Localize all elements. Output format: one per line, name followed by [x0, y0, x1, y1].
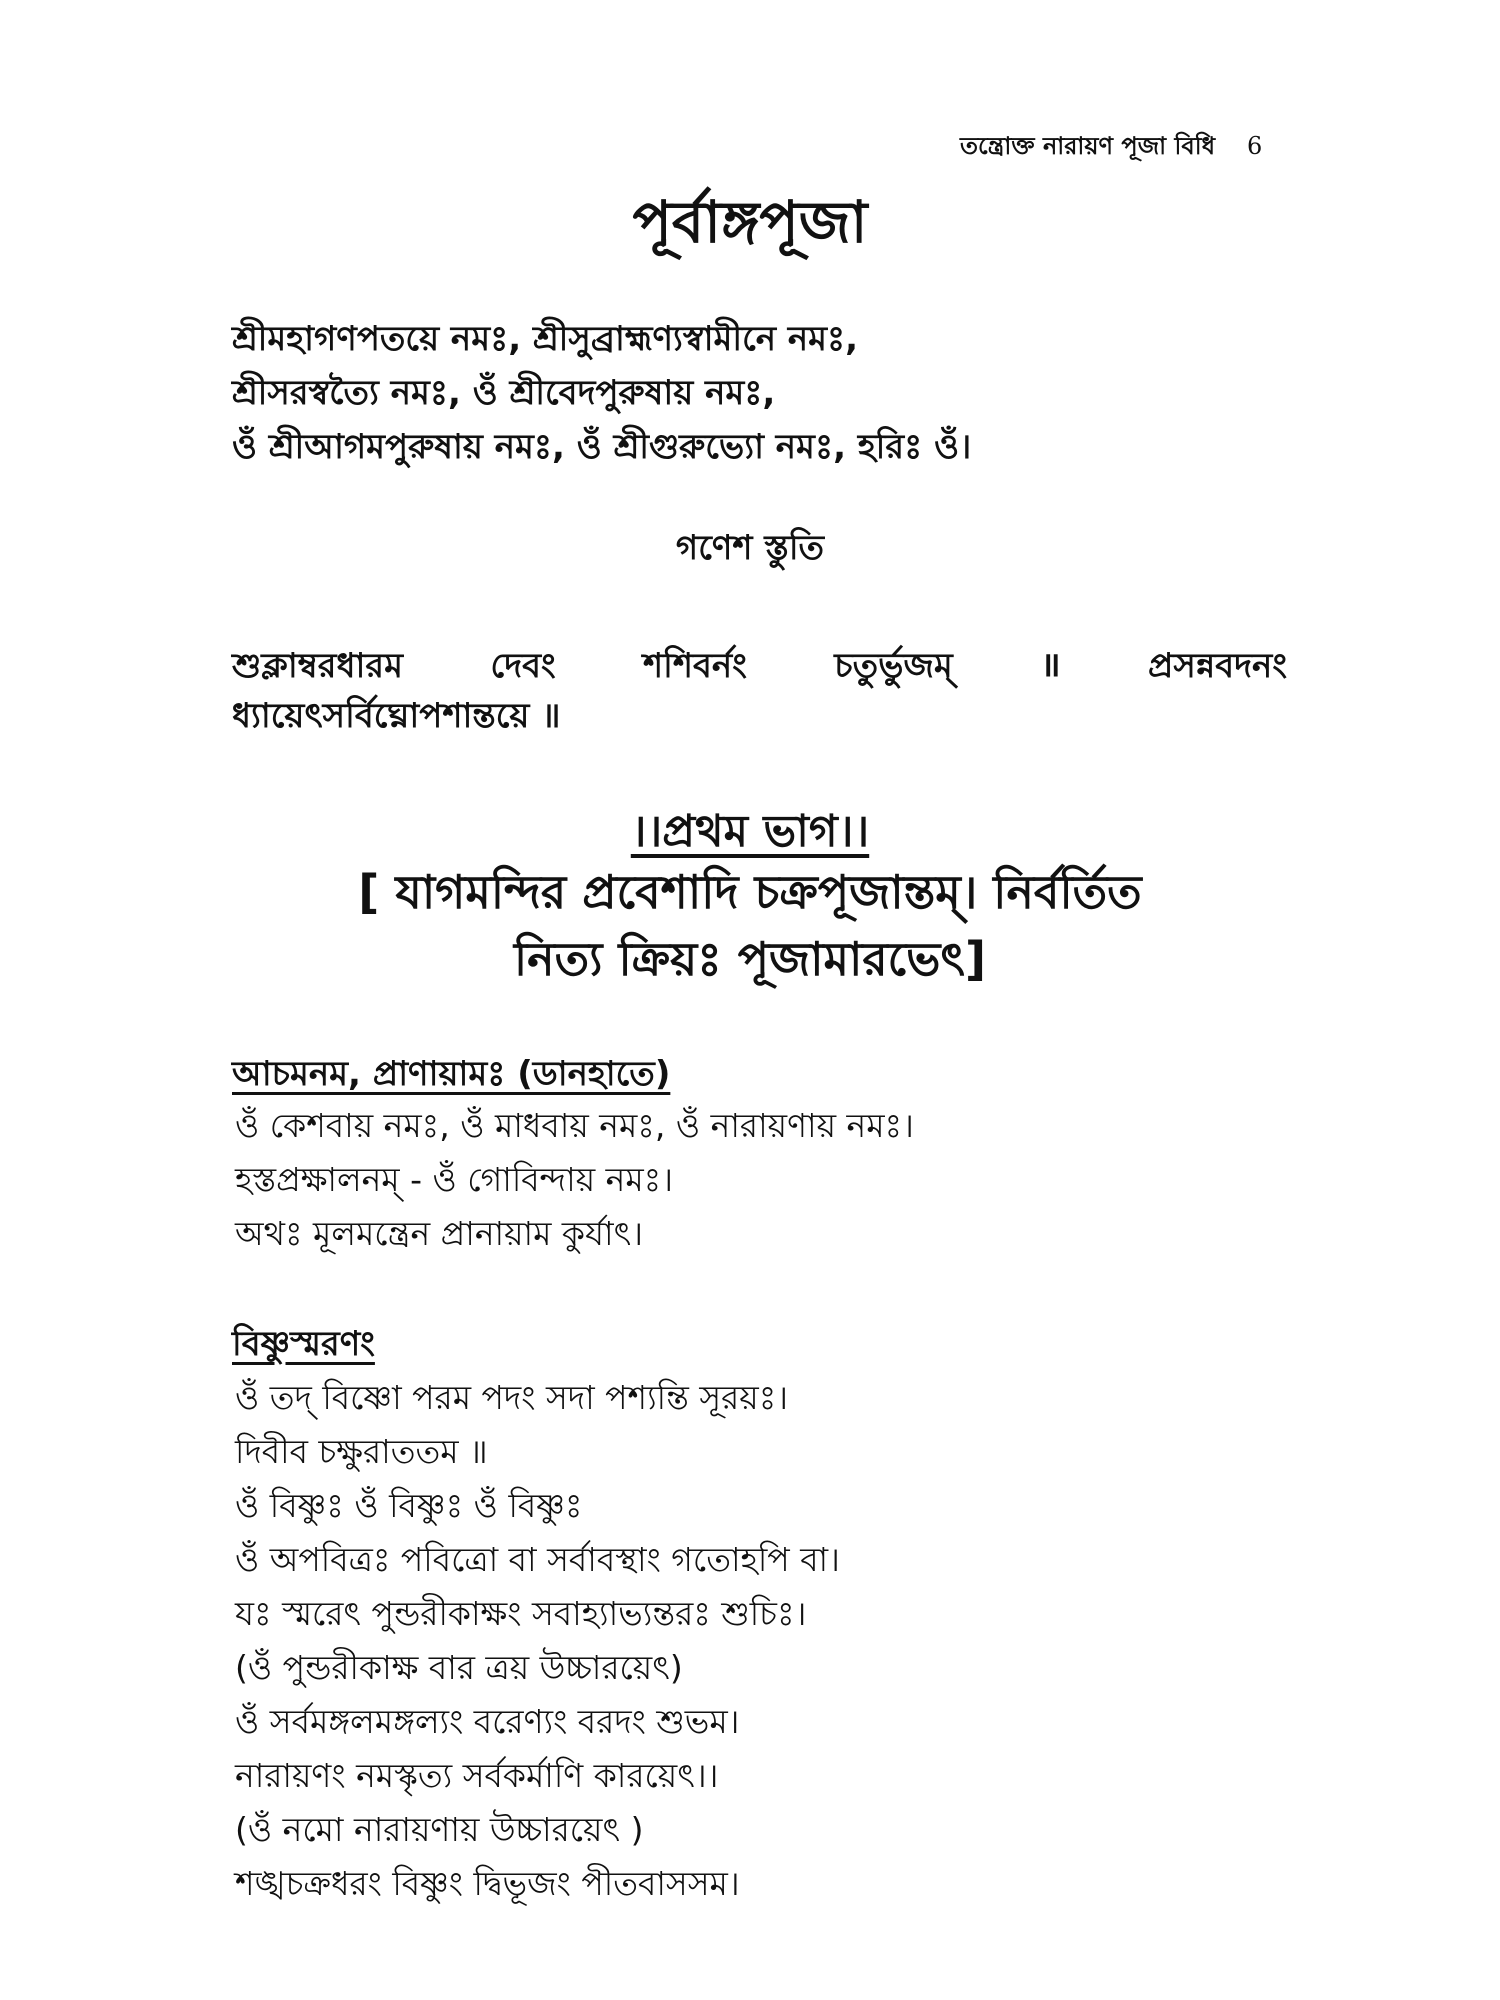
vishnu-line: শঙ্খচক্রধরং বিষ্ণুং দ্বিভূজং পীতবাসসম।: [235, 1864, 740, 1903]
vishnu-smaranam-heading: বিষ্ণুস্মরণং: [232, 1324, 375, 1364]
page-number: 6: [1247, 132, 1263, 160]
vishnu-line: (ওঁ পুন্ডরীকাক্ষ বার ত্রয় উচ্চারয়েৎ): [235, 1648, 683, 1687]
vishnu-line: নারায়ণং নমস্কৃত্য সর্বকর্মাণি কারয়েৎ।।: [235, 1756, 719, 1795]
stuti-word: শুক্লাম্বরধারম: [232, 646, 403, 686]
achamanam-line: হস্তপ্রক্ষালনম্ - ওঁ গোবিন্দায় নমঃ।: [235, 1160, 674, 1199]
ganesha-stuti-line-1: [232, 640, 1287, 690]
achamanam-line: অথঃ মূলমন্ত্রেন প্রানায়াম কুর্যাৎ।: [235, 1214, 644, 1253]
stuti-word: শশিবর্নং: [643, 646, 747, 686]
vishnu-line: ওঁ অপবিত্রঃ পবিত্রো বা সর্বাবস্থাং গতোহপি বা।: [235, 1540, 840, 1579]
part-title: [0, 798, 1500, 862]
vishnu-line: দিবীব চক্ষুরাততম ॥: [235, 1432, 488, 1471]
vishnu-line: ওঁ সর্বমঙ্গলমঙ্গল্যং বরেণ্যং বরদং শুভম।: [235, 1702, 740, 1741]
stuti-word: দেবং: [490, 646, 556, 686]
vishnu-line: যঃ স্মরেৎ পুন্ডরীকাক্ষং সবাহ্যাভ্যন্তরঃ শুচিঃ।: [235, 1594, 807, 1633]
stuti-word: চতুর্ভুজম্: [834, 646, 953, 686]
invocation-block: [232, 312, 1302, 474]
vishnu-line: ওঁ বিষ্ণুঃ ওঁ বিষ্ণুঃ ওঁ বিষ্ণুঃ: [235, 1486, 583, 1525]
invocation-line: শ্রীসরস্বত্যৈ নমঃ, ওঁ শ্রীবেদপুরুষায় নমঃ,: [232, 373, 776, 413]
part-subtitle-line-1: [ যাগমন্দির প্রবেশাদি চক্রপূজান্তম্। নির্বর্তিত: [358, 865, 1142, 919]
running-title: তন্ত্রোক্ত নারায়ণ পূজা বিধি: [960, 132, 1216, 160]
vishnu-line: ওঁ তদ্ বিষ্ণো পরম পদং সদা পশ্যন্তি সূরয়ঃ।: [235, 1378, 789, 1417]
stuti-word: প্রসন্নবদনং: [1148, 646, 1287, 686]
ganesha-stuti-heading: গণেশ স্তুতি: [675, 528, 825, 568]
invocation-line: শ্রীমহাগণপতয়ে নমঃ, শ্রীসুব্রাহ্মণ্যস্বামীনে নমঃ,: [232, 319, 859, 359]
invocation-line: ওঁ শ্রীআগমপুরুষায় নমঃ, ওঁ শ্রীগুরুভ্যো নমঃ, হরিঃ ওঁ।: [232, 427, 972, 467]
stuti-word: ॥: [1040, 645, 1061, 685]
part-title-text: ।।প্রথম ভাগ।।: [630, 806, 870, 857]
vishnu-line: (ওঁ নমো নারায়ণায় উচ্চারয়েৎ ): [235, 1810, 644, 1849]
page-title: পূর্বাঙ্গপূজা: [632, 188, 868, 256]
achamanam-heading: আচমনম, প্রাণায়ামঃ (ডানহাতে): [232, 1054, 671, 1094]
achamanam-line: ওঁ কেশবায় নমঃ, ওঁ মাধবায় নমঃ, ওঁ নারায়ণায় নমঃ।: [235, 1106, 914, 1145]
ganesha-stuti-line-2: ধ্যায়েৎসর্বিঘ্নোপশান্তয়ে ॥: [232, 696, 561, 736]
running-header: [960, 128, 1300, 168]
part-subtitle-line-2: নিত্য ক্রিয়ঃ পূজামারভেৎ]: [513, 932, 987, 986]
